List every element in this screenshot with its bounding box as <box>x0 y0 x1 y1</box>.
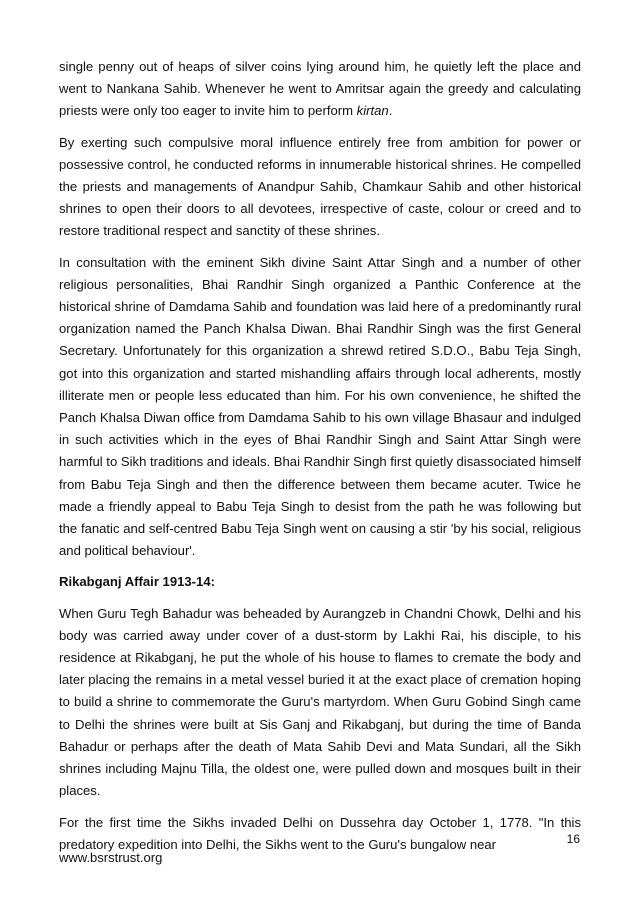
paragraph-4: When Guru Tegh Bahadur was beheaded by Aurangzeb in Chandni Chowk, Delhi and his body was carried away under cover of a dust-storm by Lakhi Rai, his disciple, to his residence at Rikabganj, he put the whole of his house to flames to cremate the body and later placing the remains in a metal vessel buried it at the exact place of cremation hoping to build a shrine to commemorate the Guru's martyrdom. When Guru Gobind Singh came to Delhi the shrines were built at Sis Ganj and Rikabganj, but during the time of Banda Bahadur or perhaps after the death of Mata Sahib Devi and Mata Sundari, all the Sikh shrines including Majnu Tilla, the oldest one, were pulled down and mosques built in their places. <box>59 605 581 799</box>
page-number: 16 <box>566 832 580 846</box>
kirtan-emphasis: kirtan <box>356 103 389 119</box>
footer-website: www.bsrstrust.org <box>59 850 163 865</box>
section-heading: Rikabganj Affair 1913-14: <box>59 574 215 590</box>
paragraph-3: In consultation with the eminent Sikh divine Saint Attar Singh and a number of other religious personalities, Bhai Randhir Singh organized a Panthic Conference at the historical shrine of Damdama Sahib and foundation was laid here of a predominantly rural organization named the Panch Khalsa Diwan. Bhai Randhir Singh was the first General Secretary. Unfortunately for this organization a shrewd retired S.D.O., Babu Teja Singh, got into this organization and started mishandling affairs through local adherents, mostly illiterate men or people less educated than him. For his own convenience, he shifted the Panch Khalsa Diwan office from Damdama Sahib to his own village Bhasaur and indulged in such activities which in the eyes of Bhai Randhir Singh and Saint Attar Singh were harmful to Sikh traditions and ideals. Bhai Randhir Singh first quietly disassociated himself from Babu Teja Singh and then the difference between them became acuter. Twice he made a friendly appeal to Babu Teja Singh to desist from the path he was following but the fanatic and self-centred Babu Teja Singh went on causing a stir 'by his social, religious and political behaviour'. <box>59 254 581 559</box>
paragraph-1: single penny out of heaps of silver coins lying around him, he quietly left the place and went to Nankana Sahib. Whenever he went to Amritsar again the greedy and calculating priests were only too eager to invite him to perform kirtan. <box>59 59 581 119</box>
paragraph-2: By exerting such compulsive moral influence entirely free from ambition for power or possessive control, he conducted reforms in innumerable historical shrines. He compelled the priests and managements of Anandpur Sahib, Chamkaur Sahib and other historical shrines to open their doors to all devotees, irrespective of caste, colour or creed and to restore traditional respect and sanctity of these shrines. <box>59 134 581 239</box>
page-body <box>59 56 581 865</box>
paragraph-5: For the first time the Sikhs invaded Delhi on Dussehra day October 1, 1778. "In this predatory expedition into Delhi, the Sikhs went to the Guru's bungalow near <box>59 814 581 852</box>
